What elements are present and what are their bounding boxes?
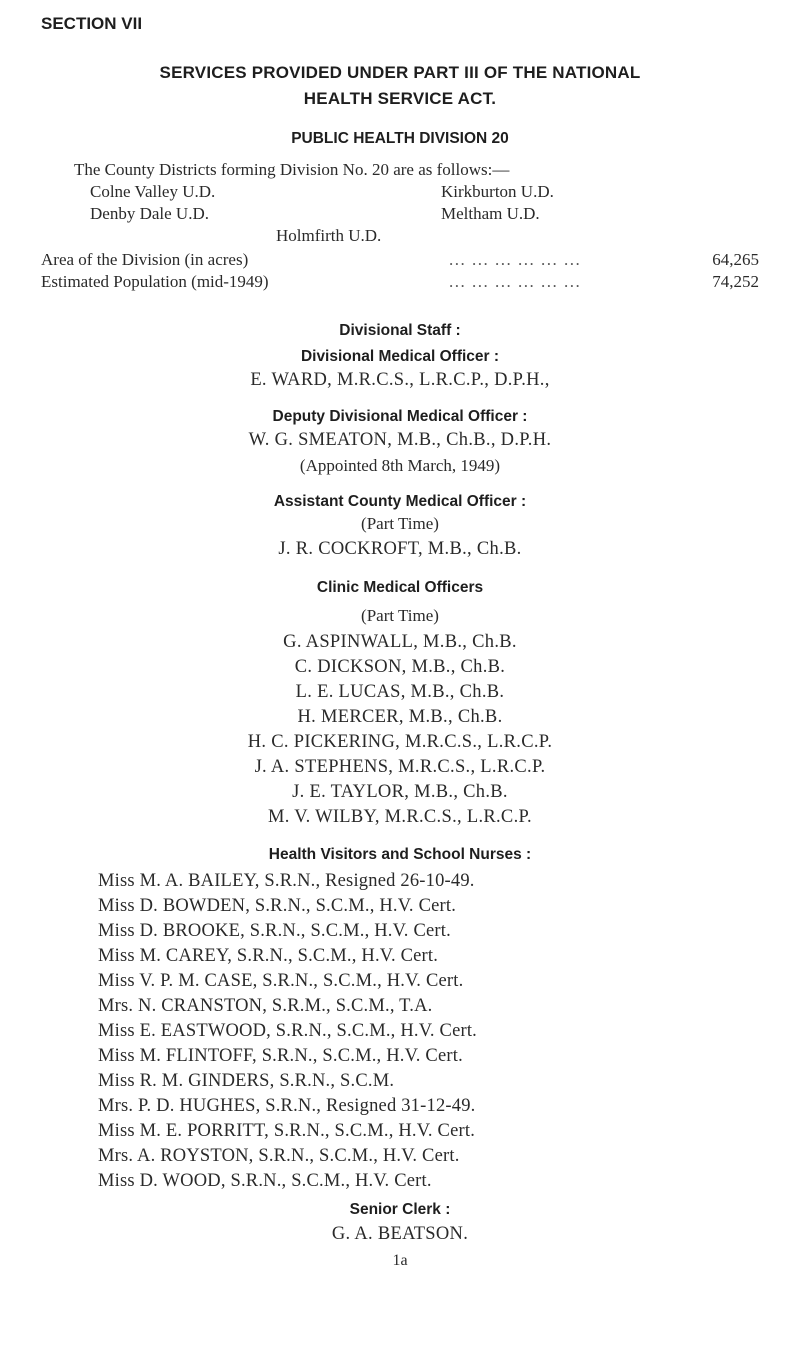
clinic-officer: M. V. WILBY, M.R.C.S., L.R.C.P. [268,807,532,827]
nurse-entry: Mrs. P. D. HUGHES, S.R.N., Resigned 31-12-49. [98,1096,476,1116]
acmo-heading: Assistant County Medical Officer : [273,493,527,510]
clinic-officer: J. E. TAYLOR, M.B., Ch.B. [292,782,508,802]
nurse-entry: Miss M. E. PORRITT, S.R.N., S.C.M., H.V. Cert. [98,1121,476,1141]
district-item: Holmfirth U.D. [276,226,382,245]
nurse-entry: Miss R. M. GINDERS, S.R.N., S.C.M. [98,1071,395,1091]
stat-value-population: 74,252 [712,272,759,291]
clinic-officer: L. E. LUCAS, M.B., Ch.B. [295,682,505,702]
section-label: SECTION VII [41,14,143,33]
clinic-officer: J. A. STEPHENS, M.R.C.S., L.R.C.P. [254,757,546,777]
clerk-name: G. A. BEATSON. [331,1224,469,1244]
clinic-officer: G. ASPINWALL, M.B., Ch.B. [283,632,517,652]
acmo-note: (Part Time) [361,514,439,533]
dmo-name: E. WARD, M.R.C.S., L.R.C.P., D.P.H., [250,370,550,390]
deputy-name: W. G. SMEATON, M.B., Ch.B., D.P.H. [248,430,552,450]
stat-leader: ... ... ... ... ... ... [449,272,582,291]
document-title-line-1: SERVICES PROVIDED UNDER PART III OF THE NATIONAL [159,63,641,82]
stat-value-area: 64,265 [712,250,759,269]
deputy-note: (Appointed 8th March, 1949) [299,456,501,475]
nurse-entry: Miss D. BOWDEN, S.R.N., S.C.M., H.V. Cert. [98,896,457,916]
stat-label-area: Area of the Division (in acres) [41,250,249,269]
clerk-heading: Senior Clerk : [349,1201,451,1218]
clinic-heading: Clinic Medical Officers [316,579,484,596]
nurse-entry: Miss D. WOOD, S.R.N., S.C.M., H.V. Cert. [98,1171,432,1191]
nurse-entry: Miss V. P. M. CASE, S.R.N., S.C.M., H.V. Cert. [98,971,464,991]
clinic-note: (Part Time) [361,606,439,625]
nurse-entry: Miss M. CAREY, S.R.N., S.C.M., H.V. Cert. [98,946,439,966]
nurse-entry: Miss E. EASTWOOD, S.R.N., S.C.M., H.V. Cert. [98,1021,478,1041]
nurse-entry: Miss D. BROOKE, S.R.N., S.C.M., H.V. Cert. [98,921,451,941]
divisional-staff-heading: Divisional Staff : [339,322,461,339]
acmo-name: J. R. COCKROFT, M.B., Ch.B. [278,539,522,559]
document-title-line-2: HEALTH SERVICE ACT. [303,89,497,108]
district-item: Denby Dale U.D. [90,204,209,223]
nurses-heading: Health Visitors and School Nurses : [268,846,532,863]
dmo-heading: Divisional Medical Officer : [300,348,500,365]
nurse-entry: Mrs. N. CRANSTON, S.R.M., S.C.M., T.A. [98,996,433,1016]
clinic-officer: H. MERCER, M.B., Ch.B. [297,707,503,727]
page-number: 1a [392,1252,408,1269]
nurse-entry: Mrs. A. ROYSTON, S.R.N., S.C.M., H.V. Cert. [98,1146,460,1166]
division-heading: PUBLIC HEALTH DIVISION 20 [291,130,509,147]
districts-intro: The County Districts forming Division No. 20 are as follows:— [74,160,510,179]
district-item: Kirkburton U.D. [441,182,554,201]
stat-leader: ... ... ... ... ... ... [449,250,582,269]
stat-label-population: Estimated Population (mid-1949) [41,272,269,291]
deputy-heading: Deputy Divisional Medical Officer : [272,408,528,425]
district-item: Meltham U.D. [441,204,540,223]
nurse-entry: Miss M. FLINTOFF, S.R.N., S.C.M., H.V. Cert. [98,1046,463,1066]
district-item: Colne Valley U.D. [90,182,216,201]
nurse-entry: Miss M. A. BAILEY, S.R.N., Resigned 26-10-49. [98,871,475,891]
clinic-officer: H. C. PICKERING, M.R.C.S., L.R.C.P. [247,732,553,752]
clinic-officer: C. DICKSON, M.B., Ch.B. [294,657,506,677]
